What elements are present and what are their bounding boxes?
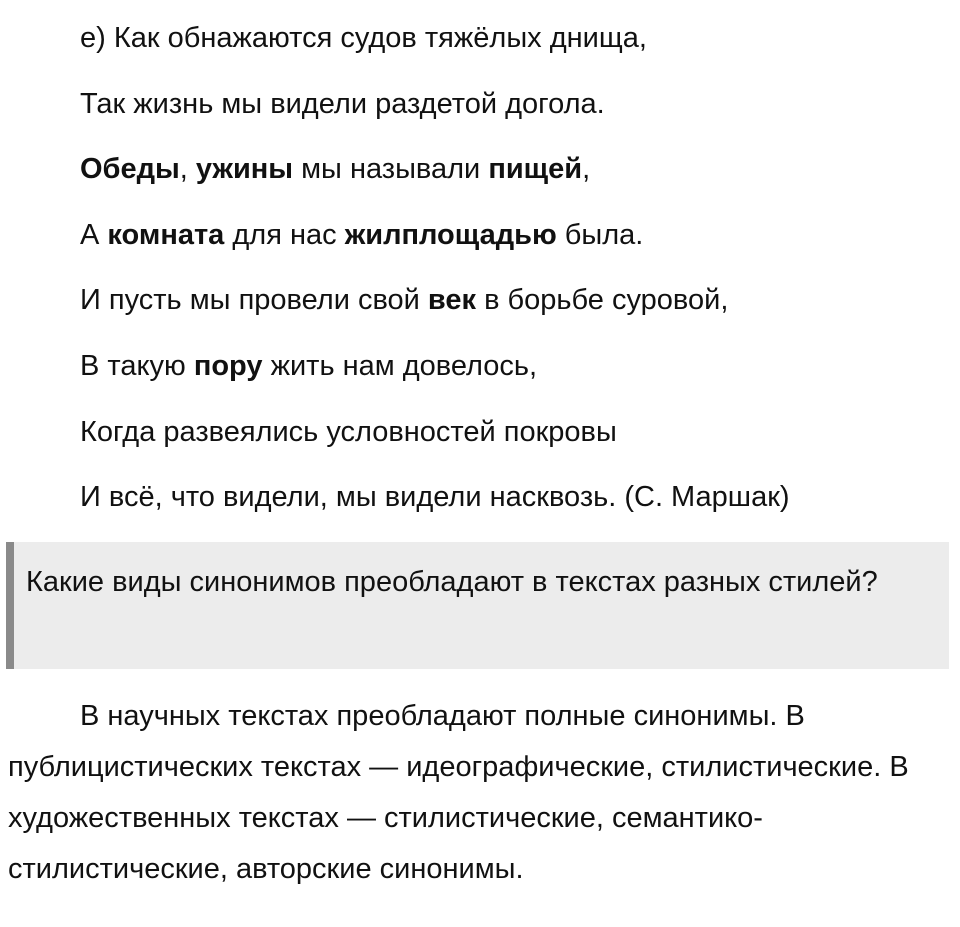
poem-bold-word: пищей — [488, 153, 583, 186]
poem-bold-word: Обеды — [80, 153, 180, 186]
poem-text-segment: , — [582, 153, 591, 186]
poem-text-segment: Когда развеялись условностей покровы — [80, 415, 617, 448]
poem-text-segment: В такую — [80, 349, 194, 382]
poem-text-segment: мы называли — [293, 153, 489, 186]
poem-text-segment: И всё, что видели, мы видели насквозь. (С. Маршак) — [80, 481, 790, 514]
poem-text-segment: в борьбе суровой, — [476, 284, 729, 317]
answer-block — [8, 691, 938, 895]
poem-text-segment: для нас — [224, 218, 345, 251]
poem-line — [80, 153, 940, 185]
poem-bold-word: век — [427, 284, 477, 317]
poem-text-segment: е) Как обнажаются судов тяжёлых днища, — [80, 22, 647, 54]
poem-text-segment: жить нам довелось, — [262, 349, 538, 382]
poem-line — [80, 416, 940, 448]
poem-text-segment: Так жизнь мы видели раздетой догола. — [80, 87, 605, 120]
poem-block — [80, 22, 940, 547]
poem-line — [80, 284, 940, 316]
poem-line — [80, 350, 940, 382]
poem-line — [80, 22, 940, 54]
answer-text: В научных текстах преобладают полные синонимы. В публицистических текстах — идеографические, стилистические. В художественных текстах — стилистические, семантико-стилистические, авторские синонимы. — [8, 700, 909, 885]
question-text: Какие виды синонимов преобладают в текстах разных стилей? — [26, 566, 878, 598]
poem-line — [80, 88, 940, 120]
poem-bold-word: пору — [193, 349, 263, 382]
poem-bold-word: комната — [107, 218, 225, 251]
question-callout — [6, 542, 949, 669]
poem-text-segment: , — [179, 153, 196, 186]
poem-line — [80, 219, 940, 251]
poem-text-segment: была. — [556, 218, 644, 251]
poem-line — [80, 481, 940, 513]
poem-text-segment: А — [80, 218, 108, 251]
poem-bold-word: жилплощадью — [344, 218, 557, 251]
poem-bold-word: ужины — [195, 153, 294, 186]
poem-text-segment: И пусть мы провели свой — [80, 284, 428, 317]
